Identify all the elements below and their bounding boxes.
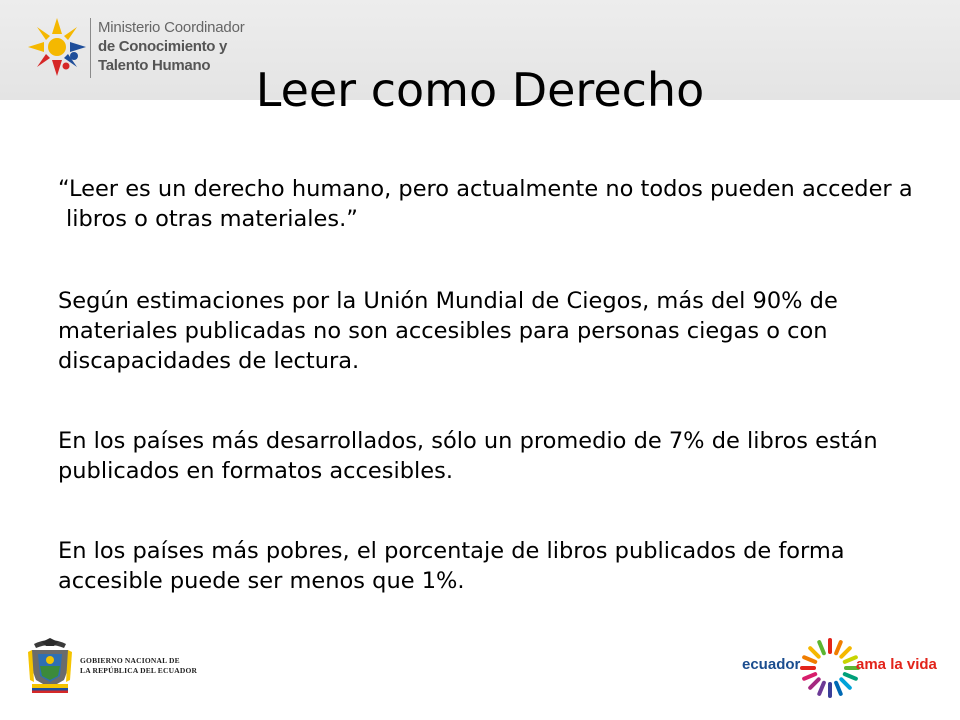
government-name-line2: LA REPÚBLICA DEL ECUADOR — [80, 666, 198, 675]
ecuador-wordmark: ecuador — [742, 656, 801, 673]
ecuador-ama-la-vida-logo — [742, 632, 942, 702]
ministry-name-line2: de Conocimiento y — [98, 38, 228, 55]
ama-la-vida-wordmark: ama la vida — [856, 656, 937, 673]
slide-body — [58, 174, 918, 646]
body-paragraph-estimates: Según estimaciones por la Unión Mundial de Ciegos, más del 90% de materiales publicadas no son accesibles para personas ciegas o con discapacidades de lectura. — [58, 288, 838, 374]
slide-title: Leer como Derecho — [255, 63, 705, 117]
ministry-name-line1: Ministerio Coordinador — [98, 19, 245, 36]
ministry-name-line3: Talento Humano — [98, 57, 211, 74]
body-paragraph-quote: “Leer es un derecho humano, pero actualmente no todos pueden acceder a libros o otras materiales.” — [58, 176, 913, 232]
body-paragraph-poorest: En los países más pobres, el porcentaje de libros publicados de forma accesible puede ser menos que 1%. — [58, 538, 845, 594]
government-name — [80, 656, 230, 676]
body-paragraph-developed: En los países más desarrollados, sólo un promedio de 7% de libros están publicados en formatos accesibles. — [58, 428, 878, 484]
government-name-line1: GOBIERNO NACIONAL DE — [80, 656, 180, 665]
government-logo — [28, 636, 218, 696]
ecuador-sun-icon — [798, 636, 862, 700]
coat-of-arms-icon — [28, 636, 72, 694]
